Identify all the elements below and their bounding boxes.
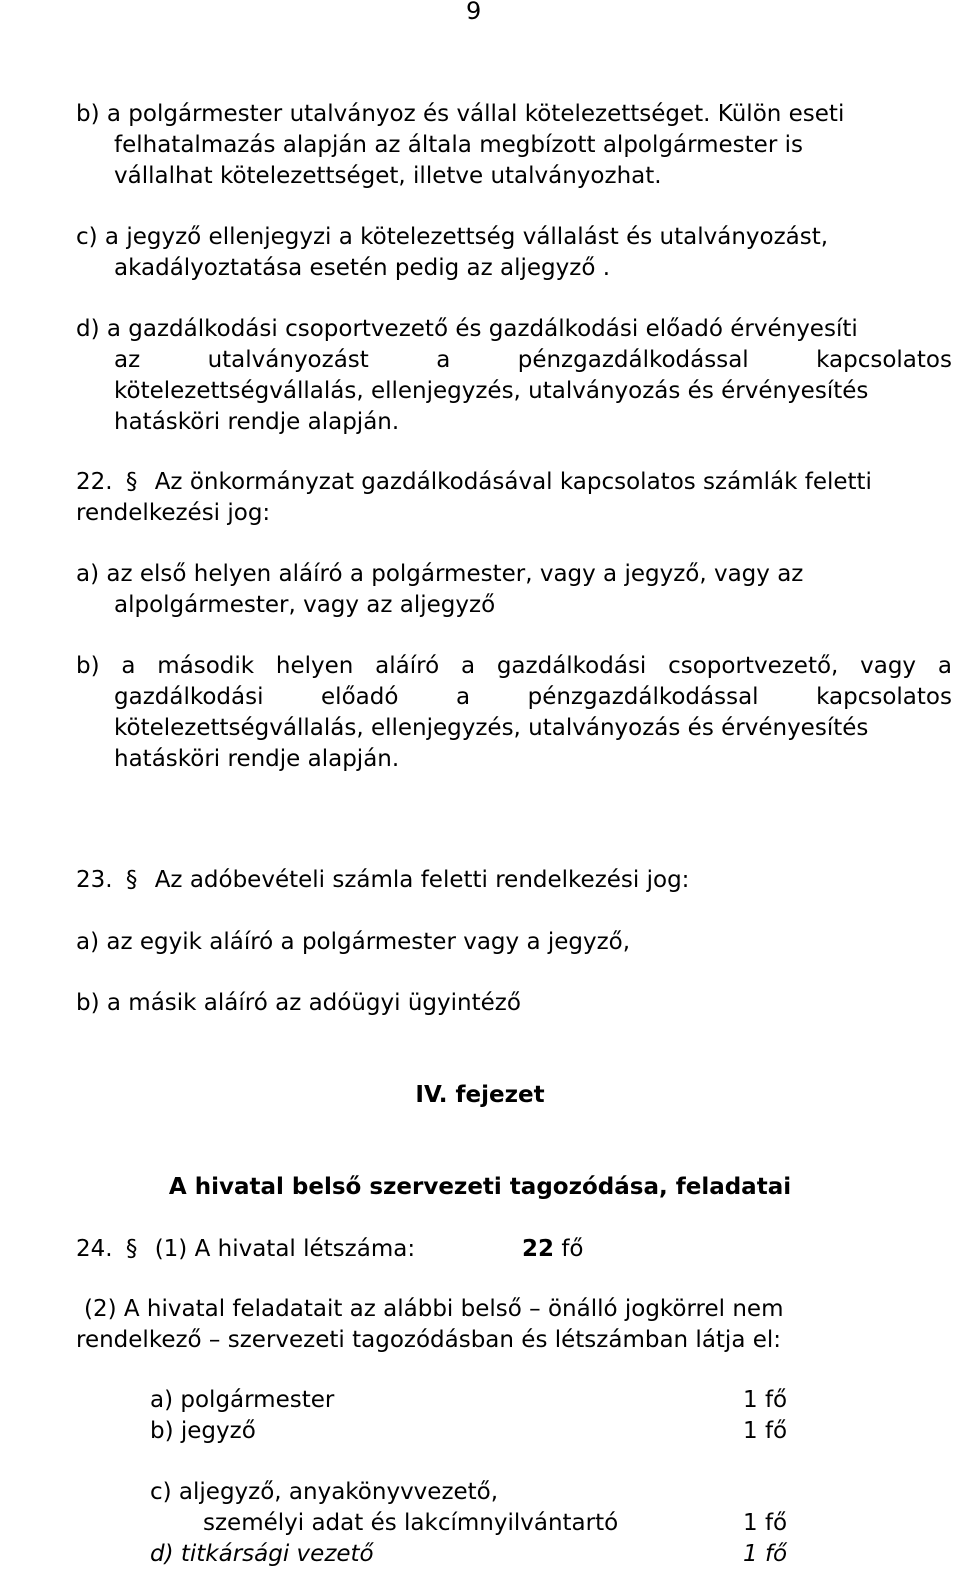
paragraph-d-line-2 [114, 345, 952, 375]
staff-count-b: 1 fő [743, 1418, 788, 1444]
staff-label-b: b) jegyző [150, 1418, 256, 1444]
headcount-unit: fő [561, 1236, 584, 1262]
paragraph-d-line-4: hatásköri rendje alapján. [114, 409, 400, 435]
staff-count-a: 1 fő [743, 1387, 788, 1413]
section-23-a: a) az egyik aláíró a polgármester vagy a jegyző, [76, 929, 631, 955]
section-number: 23. [76, 867, 113, 893]
section-22-a-line-1: a) az első helyen aláíró a polgármester, vagy a jegyző, vagy az [76, 561, 804, 587]
staff-label-c: c) aljegyző, anyakönyvvezető, [150, 1479, 499, 1505]
section-22-a-line-2: alpolgármester, vagy az aljegyző [114, 592, 496, 618]
section-24-p2-line-2: rendelkező – szervezeti tagozódásban és létszámban látja el: [76, 1327, 782, 1353]
word: második [157, 653, 255, 679]
word: a [121, 653, 136, 679]
word: helyen [275, 653, 354, 679]
section-22-b-line-1 [76, 651, 952, 681]
chapter-title: IV. fejezet [415, 1082, 545, 1108]
staff-label-a: a) polgármester [150, 1387, 335, 1413]
section-23-heading [76, 865, 689, 895]
section-24-heading [76, 1234, 415, 1264]
word: pénzgazdálkodással [527, 684, 759, 710]
section-number: 24. [76, 1236, 113, 1262]
section-text: Az adóbevételi számla feletti rendelkezési jog: [154, 867, 690, 893]
word: az [114, 347, 141, 373]
staff-count-c: 1 fő [743, 1510, 788, 1536]
section-text: Az önkormányzat gazdálkodásával kapcsolatos számlák feletti [154, 469, 872, 495]
word: aláíró [375, 653, 440, 679]
word: gazdálkodási [496, 653, 647, 679]
word: a [455, 684, 471, 710]
word: előadó [321, 684, 399, 710]
section-24-p2-line-1: (2) A hivatal feladatait az alábbi belső – önálló jogkörrel nem [84, 1296, 784, 1322]
word: pénzgazdálkodással [517, 347, 749, 373]
word: b) [76, 653, 100, 679]
word: gazdálkodási [114, 684, 264, 710]
section-sign: § [125, 867, 138, 893]
word: kapcsolatos [816, 347, 952, 373]
word: a [436, 347, 451, 373]
section-22-b-line-2 [114, 682, 952, 712]
section-22-line-2: rendelkezési jog: [76, 500, 271, 526]
word: csoportvezető, [668, 653, 839, 679]
word: utalványozást [207, 347, 369, 373]
section-24-p1-label: (1) A hivatal létszáma: [154, 1236, 416, 1262]
paragraph-c-line-1: c) a jegyző ellenjegyzi a kötelezettség vállalást és utalványozást, [76, 224, 829, 250]
section-22-b-line-3: kötelezettségvállalás, ellenjegyzés, utalványozás és érvényesítés [114, 715, 869, 741]
paragraph-b-line-3: vállalhat kötelezettséget, illetve utalványozhat. [114, 163, 662, 189]
word: a [460, 653, 476, 679]
section-sign: § [125, 469, 138, 495]
paragraph-b-line-2: felhatalmazás alapján az általa megbízott alpolgármester is [114, 132, 803, 158]
section-number: 22. [76, 469, 113, 495]
headcount [522, 1234, 584, 1264]
section-23-b: b) a másik aláíró az adóügyi ügyintéző [76, 990, 521, 1016]
headcount-number: 22 [522, 1236, 555, 1262]
page-number: 9 [466, 0, 482, 25]
staff-label-d: d) titkársági vezető [150, 1541, 374, 1567]
paragraph-c-line-2: akadályoztatása esetén pedig az aljegyző . [114, 255, 611, 281]
paragraph-b-line-1: b) a polgármester utalványoz és vállal kötelezettséget. Külön eseti [76, 101, 845, 127]
word: vagy [860, 653, 917, 679]
staff-label-c-cont: személyi adat és lakcímnyilvántartó [203, 1510, 619, 1536]
paragraph-d-line-1: d) a gazdálkodási csoportvezető és gazdálkodási előadó érvényesíti [76, 316, 858, 342]
chapter-subtitle: A hivatal belső szervezeti tagozódása, feladatai [168, 1174, 792, 1200]
word: a [937, 653, 952, 679]
word: kapcsolatos [816, 684, 952, 710]
staff-count-d: 1 fő [743, 1541, 788, 1567]
section-22-heading [76, 467, 872, 497]
section-22-b-line-4: hatásköri rendje alapján. [114, 746, 400, 772]
section-sign: § [125, 1236, 138, 1262]
paragraph-d-line-3: kötelezettségvállalás, ellenjegyzés, utalványozás és érvényesítés [114, 378, 869, 404]
